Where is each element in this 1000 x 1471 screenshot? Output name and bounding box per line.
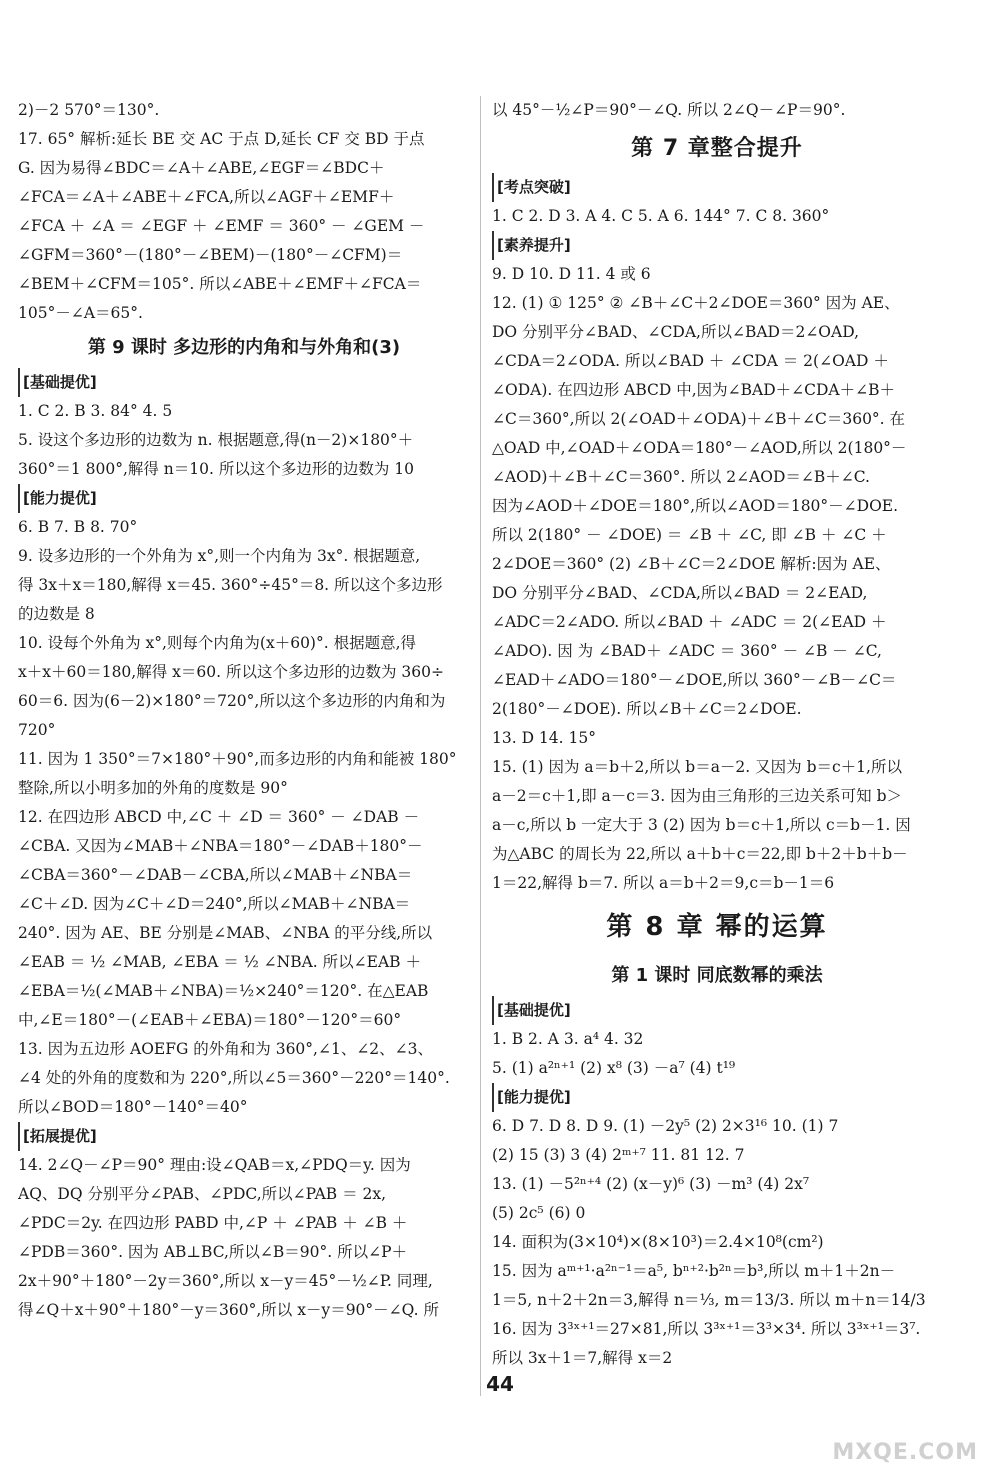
section-tag: [基础提优] bbox=[18, 368, 97, 397]
section-label bbox=[18, 1122, 470, 1151]
text-line: 240°. 因为 AE、BE 分别是∠MAB、∠NBA 的平分线,所以 bbox=[18, 924, 433, 942]
text-line: 13. (1) －5²ⁿ⁺⁴ (2) (x－y)⁶ (3) －m³ (4) 2x⁷ bbox=[492, 1175, 810, 1193]
text-line: ∠EBA＝½(∠MAB＋∠NBA)＝½×240°＝120°. 在△EAB bbox=[18, 982, 429, 1000]
text-line: 得∠Q＋x＋90°＋180°－y＝360°,所以 x－y＝90°－∠Q. 所 bbox=[18, 1301, 439, 1319]
column-divider bbox=[480, 96, 481, 1396]
text-line: 12. 在四边形 ABCD 中,∠C ＋ ∠D ＝ 360° － ∠DAB － bbox=[18, 808, 420, 826]
text-line: ∠AOD)＋∠B＋∠C＝360°. 所以 2∠AOD＝∠B＋∠C. bbox=[492, 468, 870, 486]
text-line: ∠CBA＝360°－∠DAB－∠CBA,所以∠MAB＋∠NBA＝ bbox=[18, 866, 413, 884]
text-line: 11. 因为 1 350°＝7×180°＋90°,而多边形的内角和能被 180° bbox=[18, 750, 457, 768]
left-column bbox=[18, 96, 470, 1325]
text-line: 所以 2(180° － ∠DOE) ＝ ∠B ＋ ∠C, 即 ∠B ＋ ∠C ＋ bbox=[492, 526, 887, 544]
text-line: 因为∠AOD＋∠DOE＝180°,所以∠AOD＝180°－∠DOE. bbox=[492, 497, 899, 515]
text-line: 以 45°－½∠P＝90°－∠Q. 所以 2∠Q－∠P＝90°. bbox=[492, 101, 846, 119]
text-line: 2∠DOE＝360° (2) ∠B＋∠C＝2∠DOE 解析:因为 AE、 bbox=[492, 555, 891, 573]
section-tag: [拓展提优] bbox=[18, 1122, 97, 1151]
text-line: 所以∠BOD＝180°－140°＝40° bbox=[18, 1098, 248, 1116]
right-column bbox=[492, 96, 942, 1373]
text-line: DO 分别平分∠BAD、∠CDA,所以∠BAD＝2∠OAD, bbox=[492, 323, 860, 341]
text-line: ∠FCA ＋ ∠A ＝ ∠EGF ＋ ∠EMF ＝ 360° － ∠GEM － bbox=[18, 217, 425, 235]
text-line: 整除,所以小明多加的外角的度数是 90° bbox=[18, 779, 288, 797]
text-line: ∠C＝360°,所以 2(∠OAD＋∠ODA)＋∠B＋∠C＝360°. 在 bbox=[492, 410, 906, 428]
text-line: △OAD 中,∠OAD＋∠ODA＝180°－∠AOD,所以 2(180°－ bbox=[492, 439, 907, 457]
section-label bbox=[18, 484, 470, 513]
text-line: (2) 15 (3) 3 (4) 2ᵐ⁺⁷ 11. 81 12. 7 bbox=[492, 1146, 745, 1164]
section-label bbox=[492, 173, 942, 202]
text-line: 14. 2∠Q－∠P＝90° 理由:设∠QAB＝x,∠PDQ＝y. 因为 bbox=[18, 1156, 411, 1174]
text-line: 6. D 7. D 8. D 9. (1) －2y⁵ (2) 2×3¹⁶ 10. (1) 7 bbox=[492, 1117, 839, 1135]
text-line: 所以 3x＋1＝7,解得 x＝2 bbox=[492, 1349, 673, 1367]
text-line: 2(180°－∠DOE). 所以∠B＋∠C＝2∠DOE. bbox=[492, 700, 802, 718]
section-label bbox=[492, 231, 942, 260]
section-tag: [基础提优] bbox=[492, 996, 571, 1025]
section-tag: [考点突破] bbox=[492, 173, 571, 202]
text-line: 10. 设每个外角为 x°,则每个内角为(x＋60)°. 根据题意,得 bbox=[18, 634, 417, 652]
text-line: 为△ABC 的周长为 22,所以 a＋b＋c＝22,即 b＋2＋b＋b－ bbox=[492, 845, 908, 863]
text-line: ∠CBA. 又因为∠MAB＋∠NBA＝180°－∠DAB＋180°－ bbox=[18, 837, 423, 855]
text-line: x＋x＋60＝180,解得 x＝60. 所以这个多边形的边数为 360÷ bbox=[18, 663, 444, 681]
text-line: 15. 因为 aᵐ⁺¹·a²ⁿ⁻¹＝a⁵, bⁿ⁺²·b²ⁿ＝b³,所以 m＋1＋2n－ bbox=[492, 1262, 896, 1280]
text-line: ∠PDB＝360°. 因为 AB⊥BC,所以∠B＝90°. 所以∠P＋ bbox=[18, 1243, 408, 1261]
section-tag: [素养提升] bbox=[492, 231, 571, 260]
text-line: AQ、DQ 分别平分∠PAB、∠PDC,所以∠PAB ＝ 2x, bbox=[18, 1185, 387, 1203]
text-line: 1. C 2. B 3. 84° 4. 5 bbox=[18, 402, 173, 420]
text-line: 1＝5, n＋2＋2n＝3,解得 n＝⅓, m＝13/3. 所以 m＋n＝14/3 bbox=[492, 1291, 926, 1309]
text-line: 12. (1) ① 125° ② ∠B＋∠C＋2∠DOE＝360° 因为 AE、 bbox=[492, 294, 900, 312]
lesson-heading: 第 9 课时 多边形的内角和与外角和(3) bbox=[87, 337, 401, 358]
text-line: 2)－2 570°＝130°. bbox=[18, 101, 160, 119]
chapter-heading: 第 7 章整合提升 bbox=[631, 136, 803, 161]
text-line: ∠EAB ＝ ½ ∠MAB, ∠EBA ＝ ½ ∠NBA. 所以∠EAB ＋ bbox=[18, 953, 421, 971]
text-line: 的边数是 8 bbox=[18, 605, 95, 623]
text-line: 5. 设这个多边形的边数为 n. 根据题意,得(n－2)×180°＋ bbox=[18, 431, 414, 449]
section-label bbox=[18, 368, 470, 397]
text-line: 得 3x＋x＝180,解得 x＝45. 360°÷45°＝8. 所以这个多边形 bbox=[18, 576, 443, 594]
text-line: 9. 设多边形的一个外角为 x°,则一个内角为 3x°. 根据题意, bbox=[18, 547, 421, 565]
text-line: ∠FCA＝∠A＋∠ABE＋∠FCA,所以∠AGF＋∠EMF＋ bbox=[18, 188, 395, 206]
text-line: ∠GFM＝360°－(180°－∠BEM)－(180°－∠CFM)＝ bbox=[18, 246, 403, 264]
text-line: 1＝22,解得 b＝7. 所以 a＝b＋2＝9,c＝b－1＝6 bbox=[492, 874, 835, 892]
text-line: ∠ADC＝2∠ADO. 所以∠BAD ＋ ∠ADC ＝ 2(∠EAD ＋ bbox=[492, 613, 887, 631]
page-number: 44 bbox=[486, 1372, 514, 1396]
text-line: ∠BEM＋∠CFM＝105°. 所以∠ABE＋∠EMF＋∠FCA＝ bbox=[18, 275, 422, 293]
section-label bbox=[492, 1083, 942, 1112]
text-line: ∠CDA＝2∠ODA. 所以∠BAD ＋ ∠CDA ＝ 2(∠OAD ＋ bbox=[492, 352, 889, 370]
text-line: ∠ADO). 因 为 ∠BAD＋ ∠ADC ＝ 360° － ∠B － ∠C, bbox=[492, 642, 882, 660]
text-line: 9. D 10. D 11. 4 或 6 bbox=[492, 265, 651, 283]
text-line: 60＝6. 因为(6－2)×180°＝720°,所以这个多边形的内角和为 bbox=[18, 692, 446, 710]
chapter-title: 第 8 章 幂的运算 bbox=[606, 912, 828, 942]
lesson-heading: 第 1 课时 同底数幂的乘法 bbox=[611, 965, 823, 986]
section-tag: [能力提优] bbox=[492, 1083, 571, 1112]
text-line: 1. C 2. D 3. A 4. C 5. A 6. 144° 7. C 8. 360° bbox=[492, 207, 830, 225]
text-line: DO 分别平分∠BAD、∠CDA,所以∠BAD ＝ 2∠EAD, bbox=[492, 584, 868, 602]
text-line: 1. B 2. A 3. a⁴ 4. 32 bbox=[492, 1030, 644, 1048]
text-line: a－c,所以 b 一定大于 3 (2) 因为 b＝c＋1,所以 c＝b－1. 因 bbox=[492, 816, 911, 834]
text-line: G. 因为易得∠BDC＝∠A＋∠ABE,∠EGF＝∠BDC＋ bbox=[18, 159, 385, 177]
text-line: ∠PDC＝2y. 在四边形 PABD 中,∠P ＋ ∠PAB ＋ ∠B ＋ bbox=[18, 1214, 408, 1232]
text-line: 360°＝1 800°,解得 n＝10. 所以这个多边形的边数为 10 bbox=[18, 460, 415, 478]
text-line: 720° bbox=[18, 721, 56, 739]
text-line: 13. D 14. 15° bbox=[492, 729, 596, 747]
text-line: 15. (1) 因为 a＝b＋2,所以 b＝a－2. 又因为 b＝c＋1,所以 bbox=[492, 758, 902, 776]
text-line: (5) 2c⁵ (6) 0 bbox=[492, 1204, 586, 1222]
text-line: a－2＝c＋1,即 a－c＝3. 因为由三角形的三边关系可知 b＞ bbox=[492, 787, 902, 805]
text-line: 14. 面积为(3×10⁴)×(8×10³)＝2.4×10⁸(cm²) bbox=[492, 1233, 824, 1251]
text-line: 17. 65° 解析:延长 BE 交 AC 于点 D,延长 CF 交 BD 于点 bbox=[18, 130, 425, 148]
text-line: ∠EAD＋∠ADO＝180°－∠DOE,所以 360°－∠B－∠C＝ bbox=[492, 671, 897, 689]
text-line: 13. 因为五边形 AOEFG 的外角和为 360°,∠1、∠2、∠3、 bbox=[18, 1040, 434, 1058]
text-line: 2x＋90°＋180°－2y＝360°,所以 x－y＝45°－½∠P. 同理, bbox=[18, 1272, 433, 1290]
text-line: 5. (1) a²ⁿ⁺¹ (2) x⁸ (3) －a⁷ (4) t¹⁹ bbox=[492, 1059, 736, 1077]
text-line: ∠C＋∠D. 因为∠C＋∠D＝240°,所以∠MAB＋∠NBA＝ bbox=[18, 895, 411, 913]
text-line: 16. 因为 3³ˣ⁺¹＝27×81,所以 3³ˣ⁺¹＝3³×3⁴. 所以 3³ˣ⁺¹＝3⁷. bbox=[492, 1320, 921, 1338]
watermark-logo: MXQE.COM bbox=[832, 1440, 978, 1465]
text-line: ∠ODA). 在四边形 ABCD 中,因为∠BAD＋∠CDA＋∠B＋ bbox=[492, 381, 896, 399]
text-line: 6. B 7. B 8. 70° bbox=[18, 518, 138, 536]
section-label bbox=[492, 996, 942, 1025]
text-line: ∠4 处的外角的度数和为 220°,所以∠5＝360°－220°＝140°. bbox=[18, 1069, 450, 1087]
text-line: 中,∠E＝180°－(∠EAB＋∠EBA)＝180°－120°＝60° bbox=[18, 1011, 402, 1029]
text-line: 105°－∠A＝65°. bbox=[18, 304, 143, 322]
section-tag: [能力提优] bbox=[18, 484, 97, 513]
